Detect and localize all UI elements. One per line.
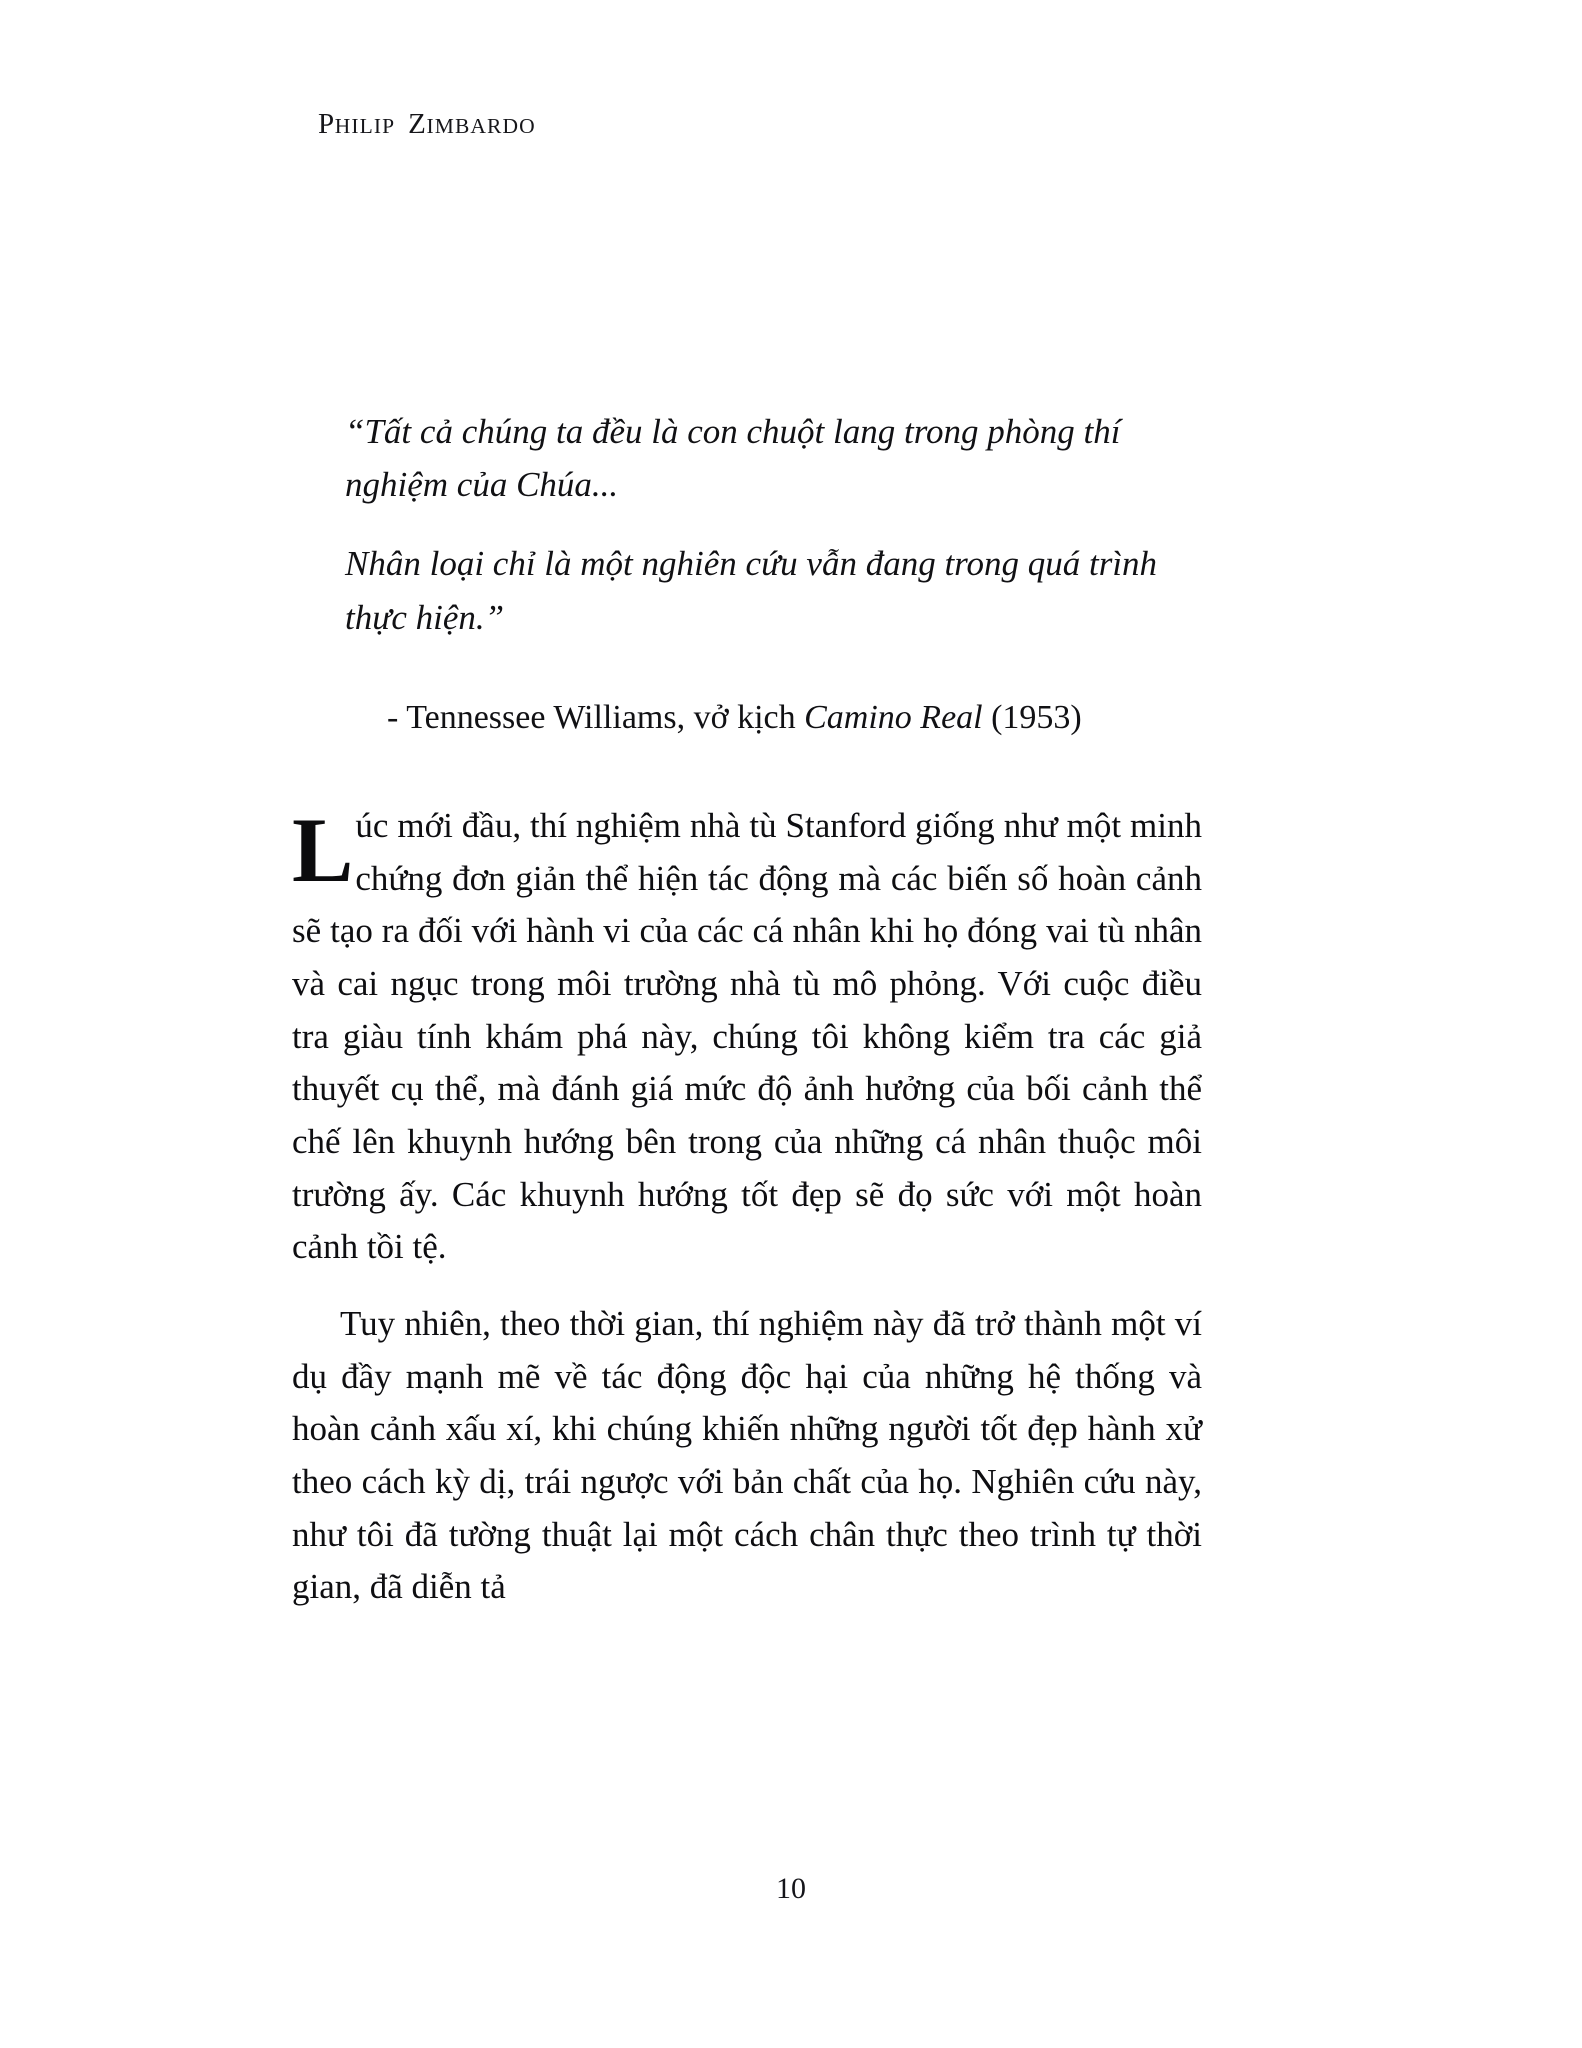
body-text (292, 800, 1202, 1614)
body-paragraph-1 (292, 800, 1202, 1274)
page-number: 10 (776, 1872, 806, 1905)
epigraph-block (345, 405, 1200, 644)
epigraph-line-1: “Tất cả chúng ta đều là con chuột lang trong phòng thí nghiệm của Chúa... (345, 412, 1121, 505)
running-head-first-initial: P (318, 108, 335, 140)
attribution-year: (1953) (982, 699, 1082, 736)
running-head-last-rest: IMBARDO (426, 114, 536, 138)
running-head-first-rest: HILIP (334, 114, 396, 138)
attribution-prefix: - Tennessee Williams, vở kịch (387, 699, 805, 736)
running-head-last-initial: Z (408, 108, 427, 140)
epigraph-attribution (345, 693, 1225, 742)
running-head (318, 108, 536, 141)
drop-cap: L (292, 799, 354, 901)
epigraph-line-2: Nhân loại chỉ là một nghiên cứu vẫn đang trong quá trình thực hiện.” (345, 544, 1158, 637)
body-paragraph-2: Tuy nhiên, theo thời gian, thí nghiệm này đã trở thành một ví dụ đầy mạnh mẽ về tác động độc hại của những hệ thống và hoàn cảnh xấu xí, khi chúng khiến những người tốt đẹp hành xử theo cách kỳ dị, trái ngược với bản chất của họ. Nghiên cứu này, như tôi đã tường thuật lại một cách chân thực theo trình tự thời gian, đã diễn tả (292, 1304, 1202, 1607)
body-paragraph-1-text: úc mới đầu, thí nghiệm nhà tù Stanford giống như một minh chứng đơn giản thể hiện tác động mà các biến số hoàn cảnh sẽ tạo ra đối với hành vi của các cá nhân khi họ đóng vai tù nhân và cai ngục trong môi trường nhà tù mô phỏng. Với cuộc điều tra giàu tính khám phá này, chúng tôi không kiểm tra các giả thuyết cụ thể, mà đánh giá mức độ ảnh hưởng của bối cảnh thể chế lên khuynh hướng bên trong của những cá nhân thuộc môi trường ấy. Các khuynh hướng tốt đẹp sẽ đọ sức với một hoàn cảnh tồi tệ. (292, 806, 1202, 1267)
attribution-work-title: Camino Real (804, 699, 983, 736)
